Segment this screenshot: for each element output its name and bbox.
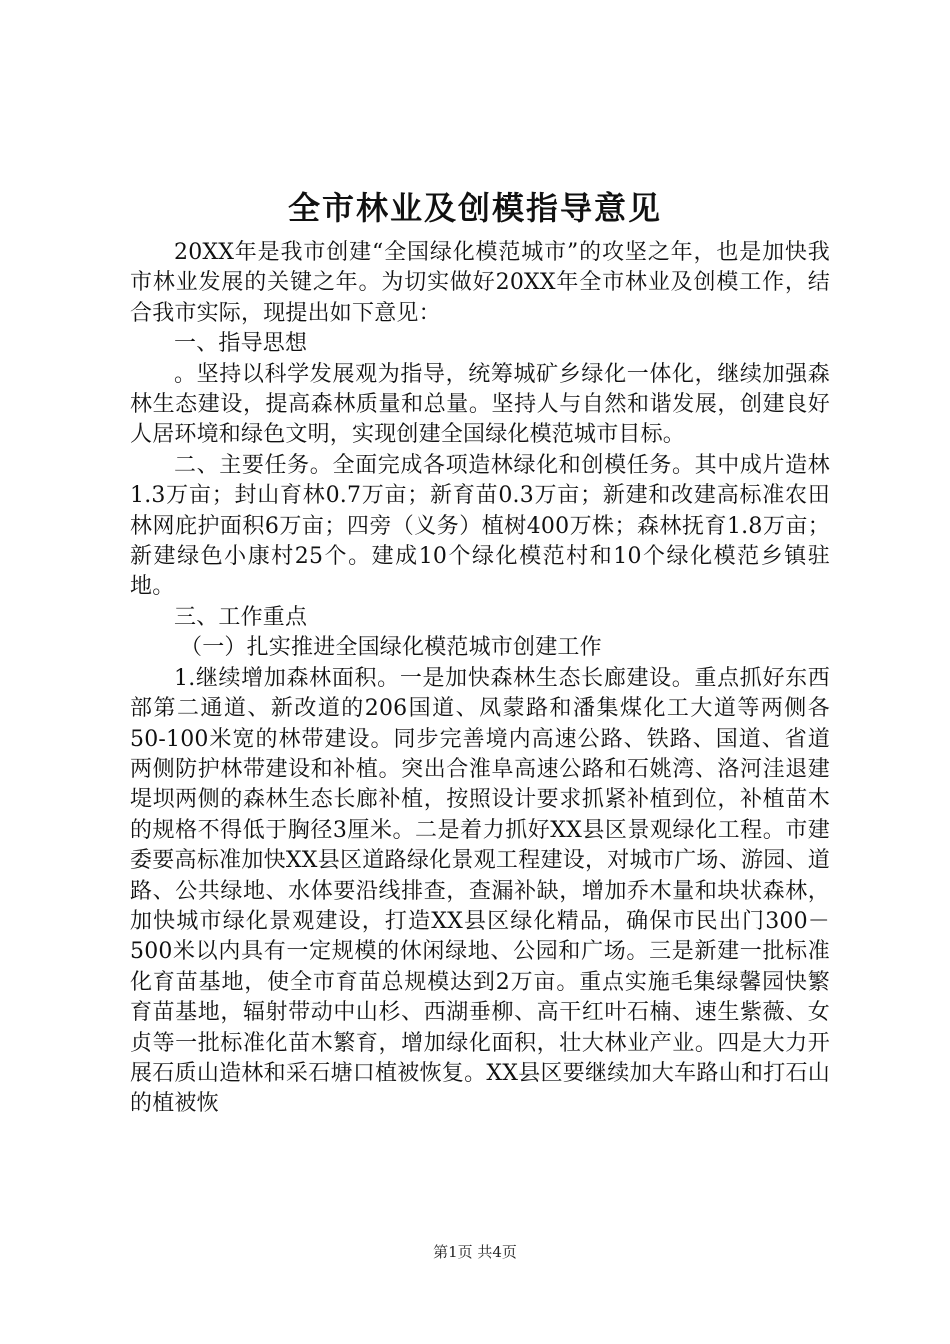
- subsection-heading: （一）扎实推进全国绿化模范城市创建工作: [180, 635, 602, 661]
- section-heading-work-focus: 三、工作重点: [174, 604, 308, 630]
- intro-paragraph: 20XX年是我市创建“全国绿化模范城市”的攻坚之年，也是加快我市林业发展的关键之年。为切实做好20XX年全市林业及创模工作，结合我市实际，现提出如下意见：: [130, 240, 830, 326]
- page-footer: 第1页 共4页: [433, 1243, 517, 1261]
- document-title: 全市林业及创模指导意见: [287, 189, 662, 227]
- main-tasks-paragraph: 二、主要任务。全面完成各项造林绿化和创模任务。其中成片造林1.3万亩；封山育林0.7万亩；新育苗0.3万亩；新建和改建高标准农田林网庇护面积6万亩；四旁（义务）植树400万株；森林抚育1.8万亩；新建绿色小康村25个。建成10个绿化模范村和10个绿化模范乡镇驻地。: [130, 452, 830, 600]
- document-body: [130, 238, 830, 1120]
- guiding-ideology-paragraph: 。坚持以科学发展观为指导，统筹城矿乡绿化一体化，继续加强森林生态建设，提高森林质量和总量。坚持人与自然和谐发展，创建良好人居环境和绿色文明，实现创建全国绿化模范城市目标。: [130, 361, 830, 448]
- section-heading-guiding-ideology: 一、指导思想: [174, 331, 308, 357]
- forest-area-paragraph: 1.继续增加森林面积。一是加快森林生态长廊建设。重点抓好东西部第二通道、新改道的206国道、凤蒙路和潘集煤化工大道等两侧各50-100米宽的林带建设。同步完善境内高速公路、铁路、国道、省道两侧防护林带建设和补植。突出合淮阜高速公路和石姚湾、洛河洼退建堤坝两侧的森林生态长廊补植，按照设计要求抓紧补植到位，补植苗木的规格不得低于胸径3厘米。二是着力抓好XX县区景观绿化工程。市建委要高标准加快XX县区道路绿化景观工程建设，对城市广场、游园、道路、公共绿地、水体要沿线排查，查漏补缺，增加乔木量和块状森林，加快城市绿化景观建设，打造XX县区绿化精品，确保市民出门300－500米以内具有一定规模的休闲绿地、公园和广场。三是新建一批标准化育苗基地，使全市育苗总规模达到2万亩。重点实施毛集绿馨园快繁育苗基地，辐射带动中山杉、西湖垂柳、高干红叶石楠、速生紫薇、女贞等一批标准化苗木繁育，增加绿化面积，壮大林业产业。四是大力开展石质山造林和采石塘口植被恢复。XX县区要继续加大车路山和打石山的植被恢: [130, 665, 830, 1117]
